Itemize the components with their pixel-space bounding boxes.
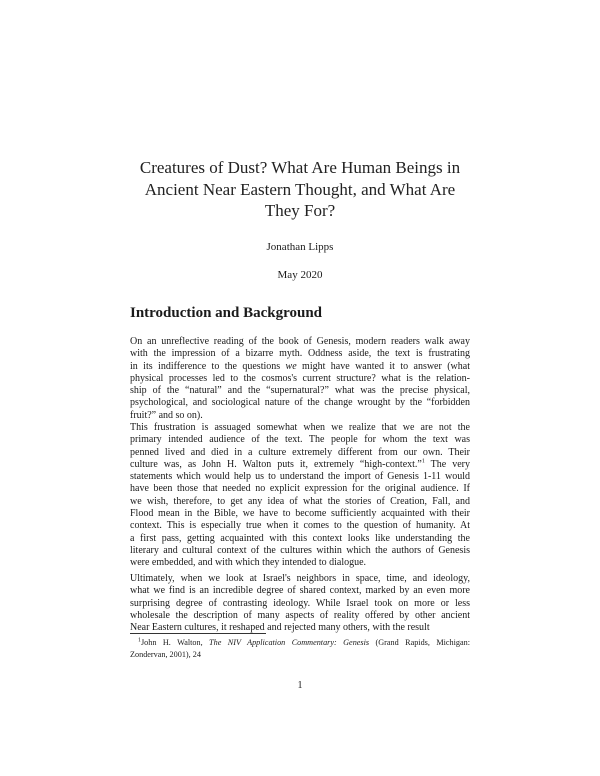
text-line: have been those that needed no explicit expression for the original audience. If <box>130 483 470 495</box>
text-line: what we find is an incredible degree of shared context, marked by an even more <box>130 585 470 597</box>
document-title <box>100 157 500 222</box>
text-line: literary and cultural context of the cultures within which the authors of Genesis <box>130 544 470 556</box>
footnote-divider <box>130 633 266 634</box>
text-line: Ultimately, when we look at Israel's neighbors in space, time, and ideology, <box>130 573 470 584</box>
title-line: Ancient Near Eastern Thought, and What Are <box>144 179 456 199</box>
title-line: Creatures of Dust? What Are Human Beings in <box>139 158 461 177</box>
footnote <box>130 637 470 661</box>
date: May 2020 <box>277 269 323 281</box>
text-line: wholesale the description of many aspects of reality offered by other ancient <box>130 609 470 621</box>
text-line: fruit?” and so on). <box>130 409 203 421</box>
text-line: culture was, as John H. Walton puts it, extremely “high-context.”$^1$ The very <box>130 458 470 470</box>
text-line: primary intended audience of the text. The people for whom the text was <box>130 434 470 446</box>
text-line: with the impression of a bizarre myth. Oddness aside, the text is frustrating <box>130 348 470 360</box>
text-line: we wish, therefore, to get any idea of what the stories of Creation, Fall, and <box>130 495 470 507</box>
page-number: 1 <box>297 680 303 691</box>
text-line: surprising degree of contrasting ideology. While Israel took on more or less <box>130 597 470 609</box>
paragraph <box>130 422 470 570</box>
footnote-text: (Grand Rapids, Michigan: <box>369 638 470 647</box>
paragraph <box>130 573 470 634</box>
text-line: physical processes led to the cosmos's current structure? what is the relation- <box>130 372 470 384</box>
paragraph <box>130 336 470 422</box>
section-heading: Introduction and Background <box>130 305 323 321</box>
text-line: On an unreflective reading of the book of Genesis, modern readers walk away <box>130 336 470 347</box>
footnote-marker: 1 <box>138 637 141 644</box>
author: Jonathan Lipps <box>266 241 334 253</box>
text-line: penned lived and died in a culture extremely different from our own. Their <box>130 446 470 458</box>
text-line: context. This is especially true when it comes to the question of humanity. At <box>130 520 470 532</box>
text-line: Flood mean in the Bible, we have to become sufficiently acquainted with their <box>130 508 470 520</box>
text-line: ship of the “natural” and the “supernatural?” what was the precise physical, <box>130 385 470 397</box>
footnote-work: The NIV Application Commentary: Genesis <box>209 638 370 647</box>
text-line: a first pass, getting acquainted with this context looks like understanding the <box>130 532 470 544</box>
footnote-text: Zondervan, 2001), 24 <box>130 650 201 659</box>
text-line: in its indifference to the questions we might have wanted it to answer (what <box>130 360 470 372</box>
text-line: This frustration is assuaged somewhat when we realize that we are not the <box>130 422 470 433</box>
text-line: psychological, and sociological nature of the change wrought by the “forbidden <box>130 397 470 409</box>
text-line: were embedded, and with which they intended to dialogue. <box>130 557 367 569</box>
text-line: statements which would help us to understand the import of Genesis 1-11 would <box>130 471 470 483</box>
footnote-author: John H. Walton, <box>141 638 210 647</box>
title-line: They For? <box>264 201 336 220</box>
text-line: Near Eastern cultures, it reshaped and rejected many others, with the result <box>130 622 430 634</box>
